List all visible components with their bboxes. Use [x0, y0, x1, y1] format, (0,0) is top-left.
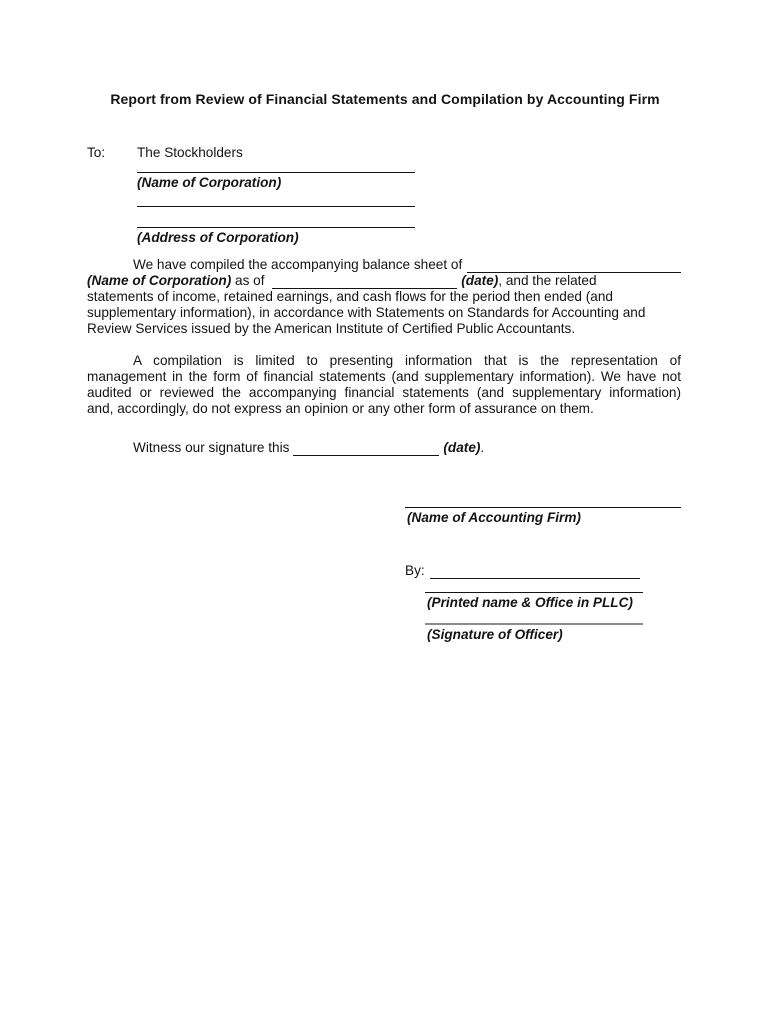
corporation-address-field-line2[interactable]	[137, 207, 415, 228]
officer-signature-caption: (Signature of Officer)	[427, 627, 563, 642]
witness-period: .	[480, 440, 485, 455]
witness-line	[87, 440, 681, 456]
recipient-row	[87, 145, 427, 161]
by-row	[405, 563, 681, 579]
paragraph-text: management in the form of financial statements (and supplementary information). We have not	[87, 369, 681, 384]
balance-sheet-corporation-field[interactable]	[467, 257, 681, 273]
paragraph-text: as of	[231, 273, 269, 288]
recipient-name: The Stockholders	[137, 145, 243, 160]
by-label: By:	[405, 563, 425, 578]
printed-name-caption: (Printed name & Office in PLLC)	[427, 595, 633, 610]
paragraph-text: Review Services issued by the American Institute of Certified Public Accountants.	[87, 321, 576, 336]
document-title: Report from Review of Financial Statements and Compilation by Accounting Firm	[110, 91, 660, 107]
officer-signature-field[interactable]	[425, 609, 643, 625]
paragraph-text: statements of income, retained earnings, and cash flows for the period then ended (and	[87, 289, 613, 304]
signature-block	[405, 495, 681, 641]
paragraph-text: supplementary information), in accordance with Statements on Standards for Accounting and	[87, 305, 646, 320]
recipient-block	[87, 145, 427, 246]
as-of-date-field[interactable]	[272, 275, 457, 289]
recipient-label: To:	[87, 145, 106, 160]
witness-date-field[interactable]	[293, 442, 439, 456]
corporation-address-field-line1[interactable]	[137, 191, 415, 207]
corporation-name-inline-caption: (Name of Corporation)	[87, 273, 232, 288]
accounting-firm-name-field[interactable]	[405, 495, 681, 508]
paragraph-text: A compilation is limited to presenting information that is the representation of	[133, 353, 681, 368]
witness-date-caption: (date)	[443, 440, 481, 455]
paragraph-text: We have compiled the accompanying balance sheet of	[133, 257, 463, 272]
witness-paragraph	[87, 440, 681, 456]
by-signature-field[interactable]	[430, 565, 640, 579]
witness-text: Witness our signature this	[133, 440, 290, 455]
corporation-name-field[interactable]	[137, 161, 415, 173]
paragraph-text: audited or reviewed the accompanying financial statements (and supplementary information)	[87, 385, 681, 400]
date-inline-caption: (date)	[461, 273, 499, 288]
compilation-paragraph	[87, 257, 681, 337]
paragraph-line	[87, 273, 681, 289]
paragraph-text: , and the related	[498, 273, 597, 288]
paragraph-text: and, accordingly, do not express an opinion or any other form of assurance on them.	[87, 401, 594, 416]
printed-name-field[interactable]	[425, 579, 643, 593]
corporation-address-caption: (Address of Corporation)	[137, 230, 299, 245]
corporation-name-caption: (Name of Corporation)	[137, 175, 282, 190]
disclaimer-paragraph	[87, 353, 681, 417]
accounting-firm-caption: (Name of Accounting Firm)	[407, 510, 581, 525]
paragraph-line	[87, 257, 681, 273]
